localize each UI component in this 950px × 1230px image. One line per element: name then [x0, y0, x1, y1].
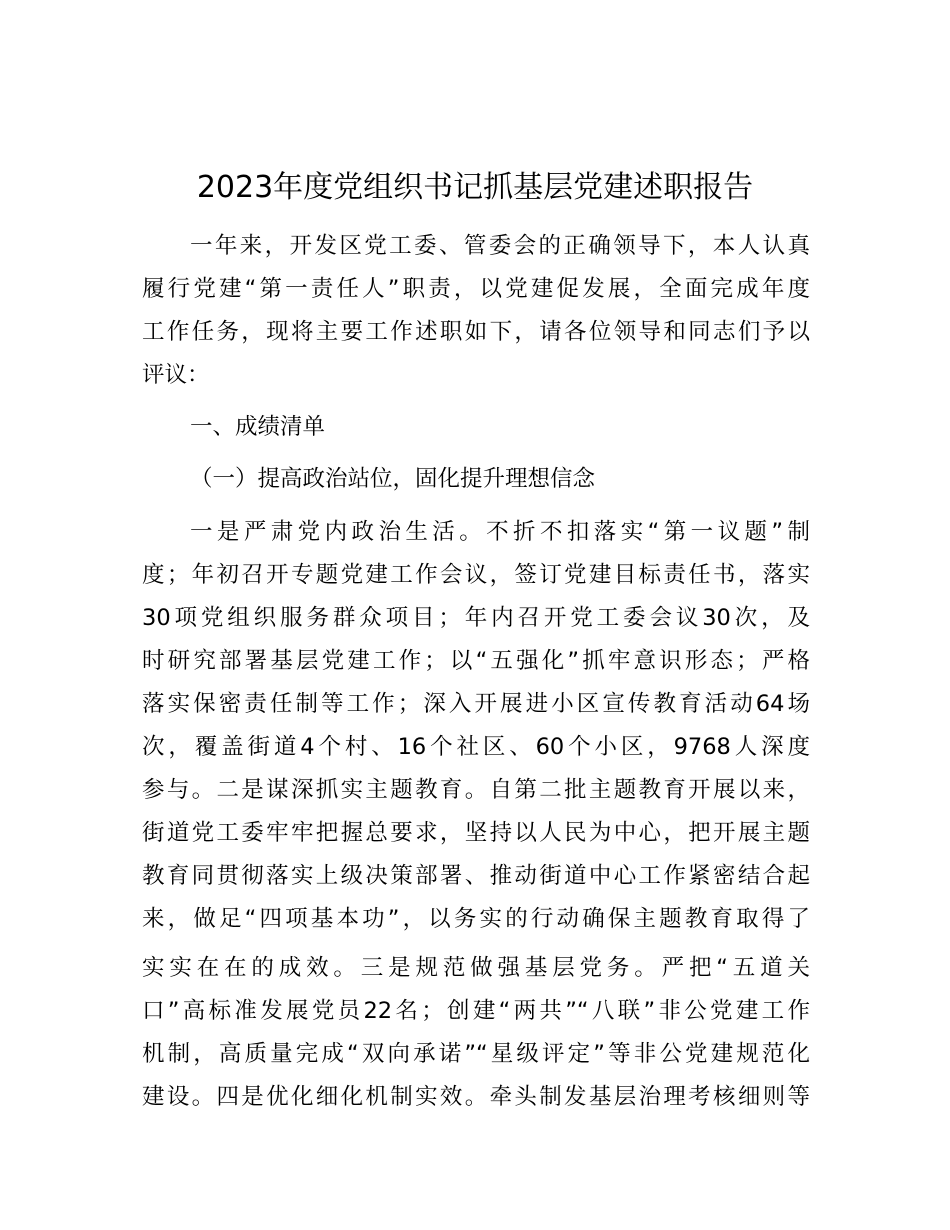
section-heading: 一、成绩清单: [190, 414, 326, 440]
body-line: 建设。四是优化细化机制实效。牵头制发基层治理考核细则等: [142, 1084, 810, 1110]
body-line: 机制，高质量完成“双向承诺”“星级评定”等非公党建规范化: [142, 1041, 810, 1067]
intro-line: 一年来，开发区党工委、管委会的正确领导下，本人认真: [190, 233, 810, 259]
subsection-heading: （一）提高政治站位，固化提升理想信念: [190, 466, 596, 492]
document-title: 2023年度党组织书记抓基层党建述职报告: [196, 170, 754, 205]
body-line: 时研究部署基层党建工作；以“五强化”抓牢意识形态；严格: [142, 648, 810, 674]
intro-line: 履行党建“第一责任人”职责，以党建促发展，全面完成年度: [142, 276, 810, 302]
intro-line: 工作任务，现将主要工作述职如下，请各位领导和同志们予以: [142, 319, 810, 345]
body-line: 30项党组织服务群众项目；年内召开党工委会议30次，及: [142, 605, 810, 631]
body-line: 口”高标准发展党员22名；创建“两共”“八联”非公党建工作: [142, 998, 810, 1024]
body-line: 来，做足“四项基本功”，以务实的行动确保主题教育取得了: [142, 906, 810, 932]
body-line: 次，覆盖街道4个村、16个社区、60个小区，9768人深度: [142, 734, 810, 760]
body-line: 教育同贯彻落实上级决策部署、推动街道中心工作紧密结合起: [142, 863, 810, 889]
body-line: 参与。二是谋深抓实主题教育。自第二批主题教育开展以来，: [142, 777, 810, 803]
body-line: 实实在在的成效。三是规范做强基层党务。严把“五道关: [142, 955, 810, 981]
body-line: 度；年初召开专题党建工作会议，签订党建目标责任书，落实: [142, 562, 810, 588]
body-line: 街道党工委牢牢把握总要求，坚持以人民为中心，把开展主题: [142, 820, 810, 846]
intro-line: 评议：: [142, 362, 210, 388]
body-line: 一是严肃党内政治生活。不折不扣落实“第一议题”制: [190, 519, 810, 545]
body-line: 落实保密责任制等工作；深入开展进小区宣传教育活动64场: [142, 691, 810, 717]
